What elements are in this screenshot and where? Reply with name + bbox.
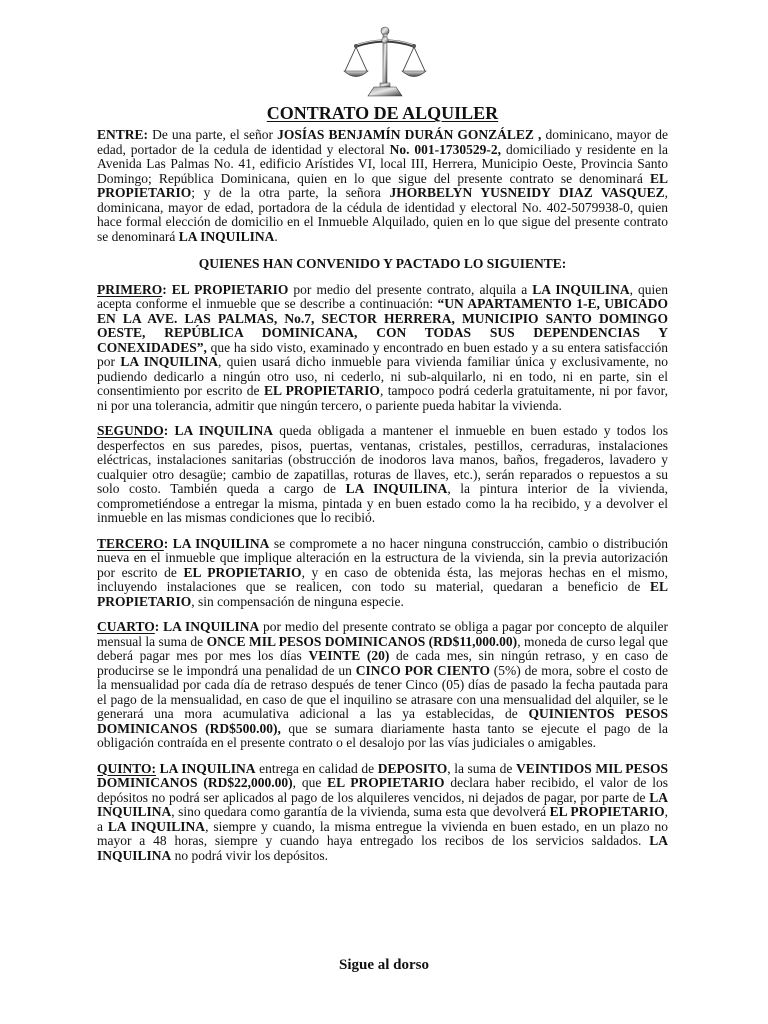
emphasis-text: LA INQUILINA (345, 481, 448, 496)
clause-label: CUARTO (97, 619, 155, 634)
emphasis-text: EL PROPIETARIO (263, 383, 380, 398)
clause-paragraph (97, 620, 668, 751)
body-text: (5%) de mora, sobre el costo de la mensualidad por cada día de retraso después de tener Cinco (05) días de pasado la fecha pautada para el pago de la mensualidad, en caso de que el inquilino se atrasare con una mensualidad del alquiler, se le generará una mora acumulativa adicional a las ya establecidas, de (97, 662, 668, 721)
body-text: , quien acepta conforme el inmueble que se describe a continuación: (97, 281, 669, 311)
emphasis-text: EL PROPIETARIO (97, 579, 668, 609)
body-text: dominicano, mayor de edad, portador de la cedula de identidad y electoral (97, 127, 668, 157)
emphasis-text: LA INQUILINA (107, 818, 206, 834)
clauses-list (97, 283, 668, 864)
emphasis-text: : LA INQUILINA (154, 619, 260, 634)
emphasis-text: : LA INQUILINA (163, 423, 274, 438)
clause-paragraph (97, 537, 668, 610)
emphasis-text: JOSÍAS BENJAMÍN DURÁN GONZÁLEZ , (277, 127, 542, 142)
clause-label: PRIMERO (97, 281, 163, 297)
body-text: , moneda de curso legal que deberá pagar mes por mes los días (97, 633, 668, 663)
body-text: , sin compensación de ninguna especie. (191, 593, 404, 609)
emphasis-text: VEINTIDOS MIL PESOS DOMINICANOS (RD$22,000.00) (97, 760, 668, 790)
emphasis-text: ENTRE: (97, 127, 149, 142)
clause-label: TERCERO (97, 535, 164, 551)
contract-body (97, 103, 668, 874)
body-text: ; y de la otra parte, la señora (191, 185, 390, 200)
body-text: entrega en calidad de (255, 760, 378, 776)
body-text: , dominicana, mayor de edad, portadora de la cédula de identidad y electoral No. 402-5079938-0, quien hace formal elección de domicilio en el Inmueble Alquilado, quien en lo que sigue del presente contrato se denominará (97, 185, 668, 244)
body-text: que ha sido visto, examinado y encontrado en buen estado y a su entera satisfacción por (97, 339, 668, 369)
scales-of-justice-icon (343, 26, 427, 98)
body-text: se compromete a no hacer ninguna construcción, cambio o distribución nueva en el inmueble que implique alteración en la estructura de la vivienda, sin la previa autorización por escrito de (97, 535, 668, 580)
emphasis-text: : EL PROPIETARIO (162, 281, 289, 297)
emphasis-text: No. 001-1730529-2, (389, 141, 502, 157)
body-text: , que (292, 775, 328, 790)
emphasis-text: LA INQUILINA (532, 281, 630, 297)
emphasis-text: EL PROPIETARIO (549, 804, 665, 819)
body-text: De una parte, el señor (148, 127, 278, 142)
body-text: no podrá vivir los depósitos. (171, 847, 329, 863)
contract-title: CONTRATO DE ALQUILER (266, 103, 499, 123)
body-text: por medio del presente contrato se obliga a pagar por concepto de alquiler mensual la suma de (97, 619, 668, 649)
emphasis-text: DEPOSITO (377, 760, 448, 776)
contract-title-wrapper (97, 103, 668, 123)
body-text: que se sumara diariamente hasta tanto se ejecute el pago de la obligación contraída en el presente contrato o el desalojo por las vías judiciales o amigables. (97, 720, 669, 750)
clause-label: QUINTO: (97, 760, 157, 776)
emphasis-text: LA INQUILINA (97, 833, 668, 863)
emphasis-text: EL PROPIETARIO (327, 775, 445, 790)
body-text: , tampoco podrá cederla gratuitamente, ni por favor, ni por una tolerancia, admitir que ningún tercero, o pariente pueda habitar la vivienda. (97, 383, 668, 413)
emphasis-text: VEINTE (20) (308, 648, 390, 663)
parties-paragraph (97, 128, 668, 244)
emphasis-text: ONCE MIL PESOS DOMINICANOS (RD$11,000.00) (206, 633, 518, 649)
agreement-heading: QUIENES HAN CONVENIDO Y PACTADO LO SIGUIENTE: (198, 256, 567, 271)
emphasis-text: JHORBELYN YUSNEIDY DIAZ VASQUEZ (389, 185, 665, 200)
clause-label: SEGUNDO (97, 423, 164, 438)
emphasis-text: LA INQUILINA (97, 789, 668, 819)
emphasis-text: QUINIENTOS PESOS DOMINICANOS (RD$500.00), (97, 706, 668, 736)
body-text: domiciliado y residente en la Avenida Las Palmas No. 41, edificio Arístides VI, local III, Herrera, Municipio Oeste, Provincia Santo Domingo; República Dominicana, quien en lo que sigue del presente contrato se denominará (97, 141, 669, 186)
emphasis-text: EL PROPIETARIO (97, 170, 668, 200)
body-text: , siempre y cuando, la misma entregue la vivienda en buen estado, en un plazo no mayor a 48 horas, siempre y cuando haya entregado los recibos de los servicios saldados. (97, 818, 668, 848)
body-text: declara haber recibido, el valor de los depósitos no podrá ser aplicados al pago de los alquileres vencidos, ni dejados de pagar, por parte de (97, 775, 668, 805)
emphasis-text: CINCO POR CIENTO (355, 662, 490, 678)
emphasis-text: LA INQUILINA (120, 354, 218, 369)
body-text: , sino quedara como garantía de la vivienda, suma esta que devolverá (171, 804, 550, 819)
emphasis-text: “UN APARTAMENTO 1-E, UBICADO EN LA AVE. LAS PALMAS, No.7, SECTOR HERRERA, MUNICIPIO SANTO DOMINGO OESTE, REPÚBLICA DOMINICANA, CON TODAS SUS DEPENDENCIAS Y CONEXIDADES”, (97, 296, 668, 355)
body-text: , la suma de (447, 760, 516, 776)
body-text: queda obligada a mantener el inmueble en buen estado y todos los desperfectos en sus paredes, pisos, puertas, ventanas, cristales, pestillos, cerraduras, instalaciones eléctricas, instalaciones sanitarias (obstrucción de inodoros lava manos, baños, fregaderos, lavadero y cualquier otro desagüe; cambio de zapatillas, roturas de llaves, etc.), serán reparados o repuestos a su solo costo. También queda a cargo de (97, 423, 668, 496)
emphasis-text: LA INQUILINA (178, 228, 275, 244)
emphasis-text: EL PROPIETARIO (183, 564, 302, 580)
body-text: , quien usará dicho inmueble para vivienda familiar única y exclusivamente, no pudiendo dedicarlo a ningún otro uso, ni cederlo, ni sub-alquilarlo, ni en todo, ni en parte, sin el consentimiento por escrito de (97, 354, 668, 398)
body-text: por medio del presente contrato, alquila a (288, 281, 533, 297)
body-text: de cada mes, sin ningún retraso, y en caso de producirse se le impondrá una penalidad de un (97, 648, 668, 678)
body-text: , la pintura interior de la vivienda, comprometiéndose a entregar la misma, pintada y en buen estado como la ha recibido, y a devolver el inmueble en las mismas condiciones que lo recibió. (97, 481, 669, 525)
body-text: . (274, 228, 278, 244)
emphasis-text: : LA INQUILINA (163, 535, 270, 551)
body-text: , a (97, 804, 668, 834)
clause-paragraph (97, 424, 668, 526)
clause-paragraph (97, 762, 668, 864)
clause-paragraph (97, 283, 668, 414)
body-text: , y en caso de obtenida ésta, las mejoras hechas en el mismo, incluyendo instalaciones que se realicen, con todo su material, quedaran a beneficio de (97, 564, 668, 594)
emphasis-text: LA INQUILINA (156, 760, 256, 776)
continued-on-reverse-note: Sigue al dorso (338, 957, 429, 973)
